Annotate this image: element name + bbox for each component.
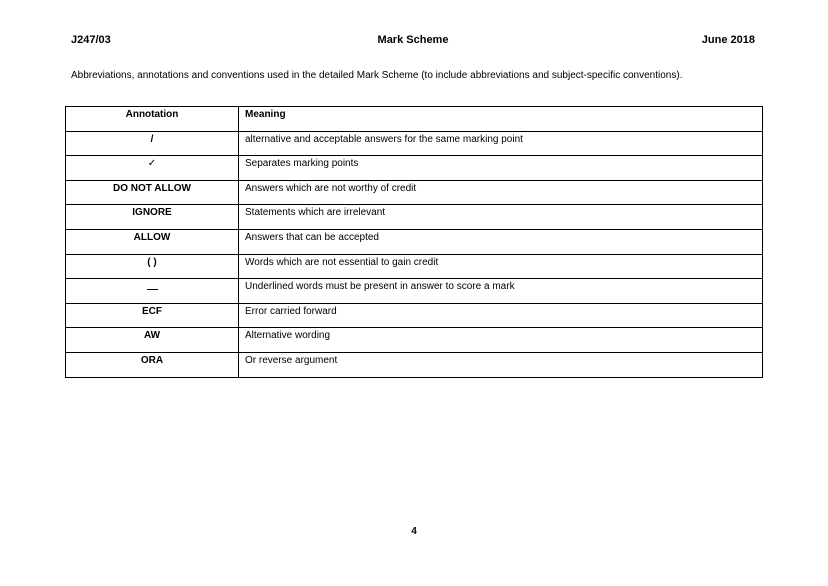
- annotation-cell: /: [66, 131, 239, 156]
- meaning-column-header: Meaning: [239, 107, 763, 132]
- table-row: [66, 303, 763, 328]
- meaning-cell: Underlined words must be present in answer to score a mark: [239, 279, 763, 304]
- page-header: [71, 34, 755, 50]
- annotation-cell: ALLOW: [66, 229, 239, 254]
- meaning-cell: Alternative wording: [239, 328, 763, 353]
- annotation-cell: ✓: [66, 156, 239, 181]
- meaning-cell: Words which are not essential to gain credit: [239, 254, 763, 279]
- table-row: [66, 352, 763, 377]
- meaning-cell: Error carried forward: [239, 303, 763, 328]
- exam-date: June 2018: [701, 34, 755, 46]
- meaning-cell: Statements which are irrelevant: [239, 205, 763, 230]
- table-header-row: [66, 107, 763, 132]
- annotations-table: [65, 106, 763, 378]
- table-row: [66, 180, 763, 205]
- meaning-cell: Separates marking points: [239, 156, 763, 181]
- table-row: [66, 328, 763, 353]
- annotation-cell: [66, 279, 239, 304]
- annotation-cell: AW: [66, 328, 239, 353]
- page-number: 4: [411, 526, 417, 537]
- annotation-cell: ( ): [66, 254, 239, 279]
- meaning-cell: Or reverse argument: [239, 352, 763, 377]
- table-row: [66, 229, 763, 254]
- table-row: [66, 156, 763, 181]
- annotation-cell: DO NOT ALLOW: [66, 180, 239, 205]
- document-title: Mark Scheme: [377, 34, 449, 46]
- table-row: [66, 131, 763, 156]
- annotation-column-header: Annotation: [66, 107, 239, 132]
- annotation-cell: ORA: [66, 352, 239, 377]
- table-row: [66, 254, 763, 279]
- paper-code: J247/03: [71, 34, 111, 46]
- meaning-cell: alternative and acceptable answers for the same marking point: [239, 131, 763, 156]
- meaning-cell: Answers that can be accepted: [239, 229, 763, 254]
- table-row: [66, 205, 763, 230]
- intro-text: Abbreviations, annotations and conventions used in the detailed Mark Scheme (to include abbreviations and subject-specific conventions).: [71, 70, 683, 81]
- meaning-cell: Answers which are not worthy of credit: [239, 180, 763, 205]
- annotation-cell: ECF: [66, 303, 239, 328]
- underline-symbol: [147, 289, 158, 290]
- table-row: [66, 279, 763, 304]
- annotation-cell: IGNORE: [66, 205, 239, 230]
